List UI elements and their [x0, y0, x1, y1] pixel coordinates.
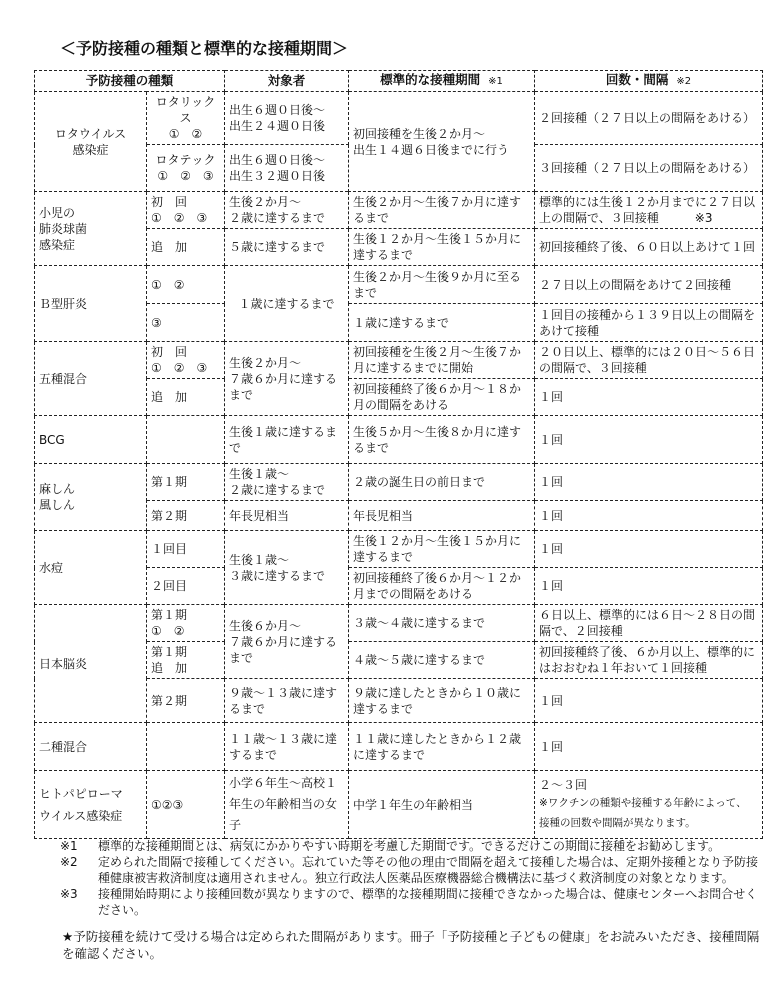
header-count [535, 71, 763, 92]
count-cell: １回 [535, 501, 763, 531]
count-cell: １回 [535, 723, 763, 771]
period-cell: 生後５か月～生後８か月に達するまで [349, 416, 535, 464]
table-row [35, 464, 763, 501]
period-cell: 生後１２か月～生後１５か月に達するまで [349, 531, 535, 568]
sub-type: 初 回 ① ② ③ [147, 192, 225, 229]
count-cell: １回 [535, 679, 763, 723]
header-type: 予防接種の種類 [35, 71, 225, 92]
sub-type: 第１期 [147, 464, 225, 501]
count-cell: １回 [535, 464, 763, 501]
footnote-mark: ※3 [60, 887, 78, 901]
table-row [35, 723, 763, 771]
target-cell: 生後１歳～ ２歳に達するまで [225, 464, 349, 501]
table-row [35, 771, 763, 839]
disease-name: Ｂ型肝炎 [35, 266, 147, 342]
period-cell: 初回接種終了後６か月～１２か月までの間隔をあける [349, 568, 535, 605]
vaccination-table [34, 70, 763, 839]
count-main: ２～３回 [539, 777, 588, 792]
target-cell: ５歳に達するまで [225, 229, 349, 266]
footnote-text: 定められた間隔で接種してください。忘れていた等その他の理由で間隔を超えて接種した場合は、定期外接種となり予防接種健康被害救済制度は適用されません。独立行政法人医薬品医療機器総合機構法に基づく救済制度の対象となります。 [98, 855, 759, 885]
header-count-label: 回数・間隔 [605, 72, 669, 87]
sub-type-empty [147, 723, 225, 771]
sub-type: 第１期 ① ② [147, 605, 225, 642]
target-cell: 生後６か月～ ７歳６か月に達するまで [225, 605, 349, 679]
disease-name: 五種混合 [35, 342, 147, 416]
period-cell: 初回接種を生後２月～生後７か月に達するまでに開始 [349, 342, 535, 379]
footnote [60, 886, 765, 918]
sub-type: １回目 [147, 531, 225, 568]
target-cell: 生後２か月～ ２歳に達するまで [225, 192, 349, 229]
period-cell: 生後２か月～生後９か月に至るまで [349, 266, 535, 304]
footer-note: ★予防接種を続けて受ける場合は定められた間隔があります。冊子「予防接種と子どもの健康」をお読みいただき、接種間隔を確認ください。 [62, 929, 760, 961]
sub-type: 第２期 [147, 679, 225, 723]
target-cell: 小学６年生～高校１年生の年齢相当の女子 [225, 771, 349, 839]
footnote-text: 接種開始時期により接種回数が異なりますので、標準的な接種期間に接種できなかった場合は、健康センターへお問合せください。 [98, 887, 758, 917]
count-cell: １回目の接種から１３９日以上の間隔をあけて接種 [535, 304, 763, 342]
sub-type: ２回目 [147, 568, 225, 605]
count-cell: １回 [535, 416, 763, 464]
footnote [60, 854, 765, 886]
count-cell: ２７日以上の間隔をあけて２回接種 [535, 266, 763, 304]
target-cell: 生後１歳～ ３歳に達するまで [225, 531, 349, 605]
count-cell: ２回接種（２７日以上の間隔をあける） [535, 92, 763, 145]
disease-name: 小児の 肺炎球菌 感染症 [35, 192, 147, 266]
count-cell: 初回接種終了後、６０日以上あけて１回 [535, 229, 763, 266]
disease-name: 水痘 [35, 531, 147, 605]
period-cell: ９歳に達したときから１０歳に達するまで [349, 679, 535, 723]
footnote-mark: ※2 [60, 855, 78, 869]
count-cell: ６日以上、標準的には６日～２８日の間隔で、２回接種 [535, 605, 763, 642]
count-cell: 初回接種終了後、６か月以上、標準的にはおおむね１年おいて１回接種 [535, 642, 763, 679]
disease-name: 日本脳炎 [35, 605, 147, 723]
sub-type: ロタリックス ① ② [147, 92, 225, 145]
period-cell: 初回接種を生後２か月～ 出生１４週６日後までに行う [349, 92, 535, 192]
period-cell: 年長児相当 [349, 501, 535, 531]
period-cell: ４歳～５歳に達するまで [349, 642, 535, 679]
period-cell: 中学１年生の年齢相当 [349, 771, 535, 839]
count-cell: １回 [535, 531, 763, 568]
header-target: 対象者 [225, 71, 349, 92]
footnote-mark: ※1 [60, 839, 78, 853]
target-cell: 生後１歳に達するまで [225, 416, 349, 464]
sub-type: 初 回 ① ② ③ [147, 342, 225, 379]
table-row [35, 92, 763, 145]
target-cell: 年長児相当 [225, 501, 349, 531]
target-cell: １１歳～１３歳に達するまで [225, 723, 349, 771]
disease-name: 麻しん 風しん [35, 464, 147, 531]
table-header-row [35, 71, 763, 92]
footnote [60, 838, 765, 854]
sub-type: ロタテック ① ② ③ [147, 145, 225, 192]
footnotes [60, 838, 765, 918]
page-title: ＜予防接種の種類と標準的な接種期間＞ [60, 39, 349, 58]
count-note: ※ワクチンの種類や接種する年齢によって、 接種の回数や間隔が異なります。 [539, 796, 747, 829]
target-cell: 出生６週０日後～ 出生３２週０日後 [225, 145, 349, 192]
table-row [35, 531, 763, 568]
header-count-note: ※2 [676, 76, 692, 87]
footnote-text: 標準的な接種期間とは、病気にかかりやすい時期を考慮した期間です。できるだけこの期間に接種をお勧めします。 [98, 839, 721, 853]
header-period-note: ※1 [488, 76, 503, 87]
count-cell: ２０日以上、標準的には２０日～５６日の間隔で、３回接種 [535, 342, 763, 379]
count-cell [535, 771, 763, 839]
period-cell: ３歳～４歳に達するまで [349, 605, 535, 642]
table-row [35, 416, 763, 464]
period-cell: 生後１２か月～生後１５か月に達するまで [349, 229, 535, 266]
sub-type: 第１期 追 加 [147, 642, 225, 679]
period-cell: １１歳に達したときから１２歳に達するまで [349, 723, 535, 771]
period-cell: ２歳の誕生日の前日まで [349, 464, 535, 501]
disease-name: BCG [35, 416, 147, 464]
disease-name: ヒトパピローマ ウイルス感染症 [35, 771, 147, 839]
sub-type-empty [147, 416, 225, 464]
header-period-label: 標準的な接種期間 [380, 72, 481, 87]
target-cell: １歳に達するまで [225, 266, 349, 342]
table-row [35, 605, 763, 642]
sub-type: 第２期 [147, 501, 225, 531]
sub-type: 追 加 [147, 379, 225, 416]
sub-type: 追 加 [147, 229, 225, 266]
table-row [35, 266, 763, 304]
period-cell: 初回接種終了後６か月～１８か月の間隔をあける [349, 379, 535, 416]
count-cell: １回 [535, 568, 763, 605]
sub-type: ③ [147, 304, 225, 342]
period-cell: 生後２か月～生後７か月に達するまで [349, 192, 535, 229]
disease-name: ロタウイルス 感染症 [35, 92, 147, 192]
target-cell: ９歳～１３歳に達するまで [225, 679, 349, 723]
target-cell: 生後２か月～ ７歳６か月に達するまで [225, 342, 349, 416]
count-cell: １回 [535, 379, 763, 416]
count-cell: ３回接種（２７日以上の間隔をあける） [535, 145, 763, 192]
disease-name: 二種混合 [35, 723, 147, 771]
period-cell: １歳に達するまで [349, 304, 535, 342]
table-row [35, 192, 763, 229]
sub-type: ① ② [147, 266, 225, 304]
sub-type: ①②③ [147, 771, 225, 839]
header-period [349, 71, 535, 92]
count-cell: 標準的には生後１２か月までに２７日以上の間隔で、３回接種 ※3 [535, 192, 763, 229]
table-row [35, 342, 763, 379]
target-cell: 出生６週０日後～ 出生２４週０日後 [225, 92, 349, 145]
